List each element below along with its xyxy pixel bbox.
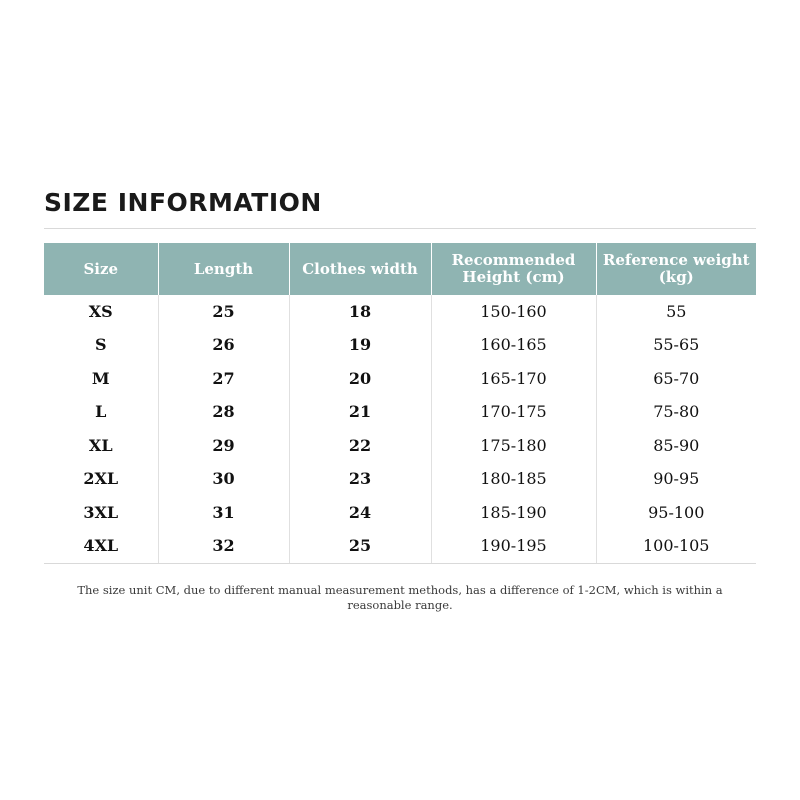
cell-size: M: [44, 362, 158, 396]
cell-clothes-width: 23: [289, 463, 431, 497]
column-header-length: Length: [158, 243, 289, 295]
cell-clothes-width: 21: [289, 396, 431, 430]
cell-weight: 55: [596, 295, 756, 329]
cell-size: 4XL: [44, 530, 158, 564]
cell-clothes-width: 18: [289, 295, 431, 329]
table-header-row: [44, 243, 756, 295]
table-row: [44, 396, 756, 430]
page-title: SIZE INFORMATION: [44, 188, 322, 217]
cell-length: 27: [158, 362, 289, 396]
cell-height: 175-180: [431, 429, 596, 463]
measurement-footnote: The size unit CM, due to different manual measurement methods, has a difference of 1-2CM, which is within a reasonable range.: [77, 583, 723, 612]
cell-weight: 65-70: [596, 362, 756, 396]
cell-clothes-width: 25: [289, 530, 431, 564]
cell-length: 26: [158, 329, 289, 363]
cell-weight: 100-105: [596, 530, 756, 564]
cell-length: 29: [158, 429, 289, 463]
cell-weight: 95-100: [596, 496, 756, 530]
table-row: [44, 362, 756, 396]
cell-length: 31: [158, 496, 289, 530]
column-header-size: Size: [44, 243, 158, 295]
cell-size: XS: [44, 295, 158, 329]
cell-length: 30: [158, 463, 289, 497]
cell-height: 180-185: [431, 463, 596, 497]
size-table-container: [44, 243, 756, 564]
cell-length: 32: [158, 530, 289, 564]
cell-size: 3XL: [44, 496, 158, 530]
table-row: [44, 429, 756, 463]
cell-size: S: [44, 329, 158, 363]
cell-size: L: [44, 396, 158, 430]
cell-clothes-width: 20: [289, 362, 431, 396]
cell-clothes-width: 22: [289, 429, 431, 463]
cell-size: XL: [44, 429, 158, 463]
cell-length: 25: [158, 295, 289, 329]
cell-weight: 85-90: [596, 429, 756, 463]
table-row: [44, 463, 756, 497]
table-row: [44, 530, 756, 564]
cell-weight: 90-95: [596, 463, 756, 497]
table-header: [44, 243, 756, 295]
cell-height: 165-170: [431, 362, 596, 396]
table-row: [44, 496, 756, 530]
table-row: [44, 295, 756, 329]
cell-height: 170-175: [431, 396, 596, 430]
cell-length: 28: [158, 396, 289, 430]
cell-size: 2XL: [44, 463, 158, 497]
title-divider: [44, 228, 756, 229]
cell-height: 190-195: [431, 530, 596, 564]
column-header-reference-weight: Reference weight (kg): [596, 243, 756, 295]
cell-height: 160-165: [431, 329, 596, 363]
table-body: [44, 295, 756, 564]
cell-clothes-width: 19: [289, 329, 431, 363]
cell-weight: 75-80: [596, 396, 756, 430]
cell-clothes-width: 24: [289, 496, 431, 530]
cell-height: 185-190: [431, 496, 596, 530]
cell-height: 150-160: [431, 295, 596, 329]
column-header-recommended-height: Recommended Height (cm): [431, 243, 596, 295]
cell-weight: 55-65: [596, 329, 756, 363]
size-table: [44, 243, 756, 564]
column-header-clothes-width: Clothes width: [289, 243, 431, 295]
table-row: [44, 329, 756, 363]
